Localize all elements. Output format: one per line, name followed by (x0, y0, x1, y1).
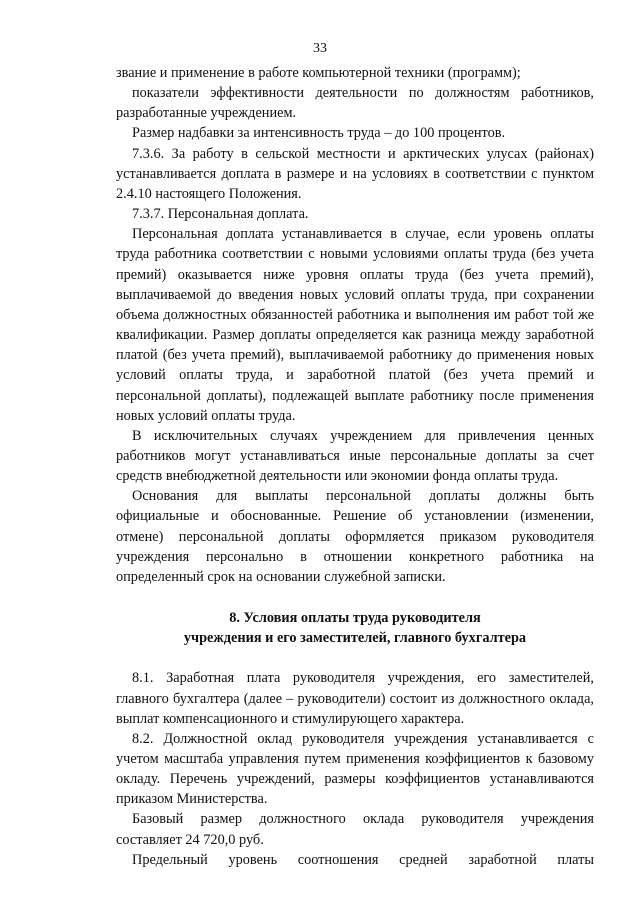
page-number: 33 (313, 41, 327, 56)
section-heading (116, 608, 594, 648)
paragraph: 8.1. Заработная плата руководителя учреждения, его заместителей, главного бухгалтера (далее – руководители) состоит из должностного оклада, выплат компенсационного и стимулирующего характера. (116, 670, 594, 727)
paragraph: В исключительных случаях учреждением для привлечения ценных работников могут устанавливаться иные персональные доплаты за счет средств внебюджетной деятельности или экономии фонда оплаты труда. (116, 427, 594, 485)
paragraph: Основания для выплаты персональной доплаты должны быть официальные и обоснованные. Решение об установлении (изменении, отмене) персональной доплаты оформляется приказом руководителя учреждения персонально в отношении конкретного работника на определенный срок на основании служебной записки. (116, 488, 594, 585)
section-heading-line2: учреждения и его заместителей, главного бухгалтера (183, 630, 527, 647)
paragraph: 7.3.6. За работу в сельской местности и арктических улусах (районах) устанавливается доплата в размере и на условиях в соответствии с пунктом 2.4.10 настоящего Положения. (116, 145, 594, 202)
paragraph: 8.2. Должностной оклад руководителя учреждения устанавливается с учетом масштаба управления путем применения коэффициентов к базовому окладу. Перечень учреждений, размеры коэффициентов устанавливаются приказом Министерства. (116, 730, 594, 808)
paragraph: показатели эффективности деятельности по должностям работников, разработанные учреждением. (116, 85, 594, 122)
paragraph: Размер надбавки за интенсивность труда – до 100 процентов. (132, 125, 506, 142)
section-heading-line1: 8. Условия оплаты труда руководителя (229, 610, 481, 627)
paragraphs-bottom (116, 668, 594, 870)
paragraph: Предельный уровень соотношения средней заработной платы (132, 851, 594, 868)
paragraphs-top (116, 63, 594, 587)
paragraph: 7.3.7. Персональная доплата. (132, 206, 309, 223)
paragraph: Базовый размер должностного оклада руководителя учреждения составляет 24 720,0 руб. (116, 811, 594, 848)
document-body (116, 63, 594, 870)
paragraph: Персональная доплата устанавливается в случае, если уровень оплаты труда работника соответствии с новыми условиями оплаты труда (без учета премий) оказывается ниже уровня оплаты труда (без учета премий), выплачиваемой до введения новых условий оплаты труда, при сохранении объема должностных обязанностей работника и выполнения им работ той же квалификации. Размер доплаты определяется как разница между заработной платой (без учета премий), выплачиваемой работнику до применения новых условий оплаты труда, и заработной платой (без учета премий и персональной доплаты), подлежащей выплате работнику после применения новых условий оплаты труда. (116, 226, 594, 424)
paragraph: звание и применение в работе компьютерной техники (программ); (116, 65, 521, 81)
